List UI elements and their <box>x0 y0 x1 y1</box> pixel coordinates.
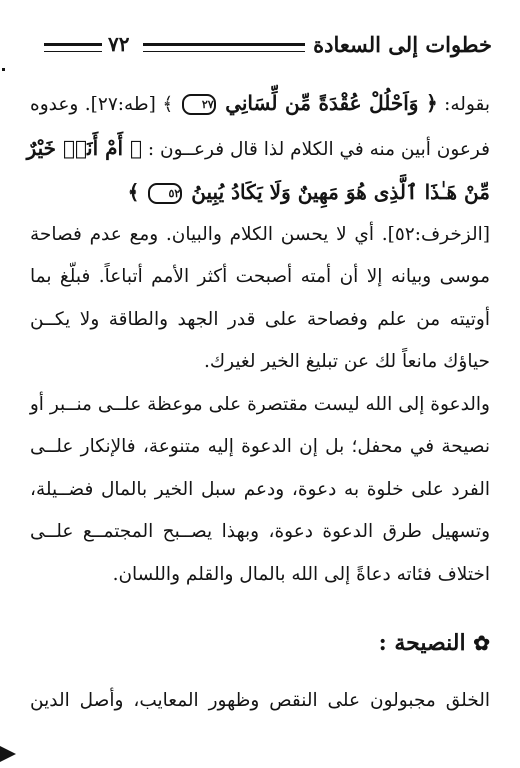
quran-verse: ﴿ أَمْ أَنَا۠ خَيْرٌ <box>26 135 142 160</box>
header-rule-short <box>44 43 102 52</box>
text-line: اختلاف فئاته دعاةً إلى الله بالمال والقلم واللسان. <box>112 563 490 585</box>
text-line: أوتيته من علم وفصاحة على قدر الجهد والطاقة ولا يكــن <box>30 308 490 330</box>
text-line <box>26 127 490 172</box>
section-heading <box>379 630 490 656</box>
verse-text: ﴿ وَاَحْلُلْ عُقْدَةً مِّن لِّسَانِي <box>217 91 438 115</box>
text-line: الفرد على خلوة به دعوة، ودعم سبل الخير بالمال فضــيلة، <box>30 478 490 500</box>
page-number: ٧٢ <box>108 32 130 56</box>
section-title: النصيحة : <box>378 630 466 656</box>
text-span: بقوله: <box>437 94 491 115</box>
header-rule <box>143 43 305 52</box>
verse-close: ﴾ <box>127 180 147 204</box>
text-line: حياؤك مانعاً لك عن تبليغ الخير لغيرك. <box>203 351 490 372</box>
scan-mark <box>2 68 5 71</box>
ayah-number-marker: ٢٧ <box>182 94 216 115</box>
verse-reference: ﴾ [طه:٢٧]. وعدوه <box>30 94 180 115</box>
flower-icon: ✿ <box>473 631 490 655</box>
verse-text: مِّنْ هَـٰذَا ٱلَّذِى هُوَ مَهِينٌ وَلَا يَكَادُ يُبِينُ <box>184 180 490 204</box>
text-line: نصيحة في محفل؛ بل إن الدعوة إليه متنوعة، فالإنكار علــى <box>30 436 490 457</box>
text-line: والدعوة إلى الله ليست مقتصرة على موعظة علــى منــبر أو <box>29 393 490 415</box>
ayah-number-marker: ٥٢ <box>148 183 182 204</box>
text-span: فرعون أبين منه في الكلام لذا قال فرعــون : <box>142 138 490 160</box>
text-line: وتسهيل طرق الدعوة دعوة، وبهذا يصــبح المجتمــع علــى <box>30 521 490 542</box>
page-header <box>44 24 492 64</box>
text-line <box>30 82 490 127</box>
text-line: موسى وبيانه إلا أن أمته أصبحت أكثر الأمم أتباعاً. فبلّغ بما <box>30 266 490 287</box>
running-title: خطوات إلى السعادة <box>313 31 492 57</box>
page-corner-mark <box>0 746 16 762</box>
text-line: [الزخرف:٥٢]. أي لا يحسن الكلام والبيان. ومع عدم فصاحة <box>30 223 490 245</box>
body-text <box>26 82 491 596</box>
text-line: الخلق مجبولون على النقص وظهور المعايب، وأصل الدين <box>30 690 490 711</box>
quran-verse-line <box>30 171 490 214</box>
quran-verse <box>180 91 438 115</box>
